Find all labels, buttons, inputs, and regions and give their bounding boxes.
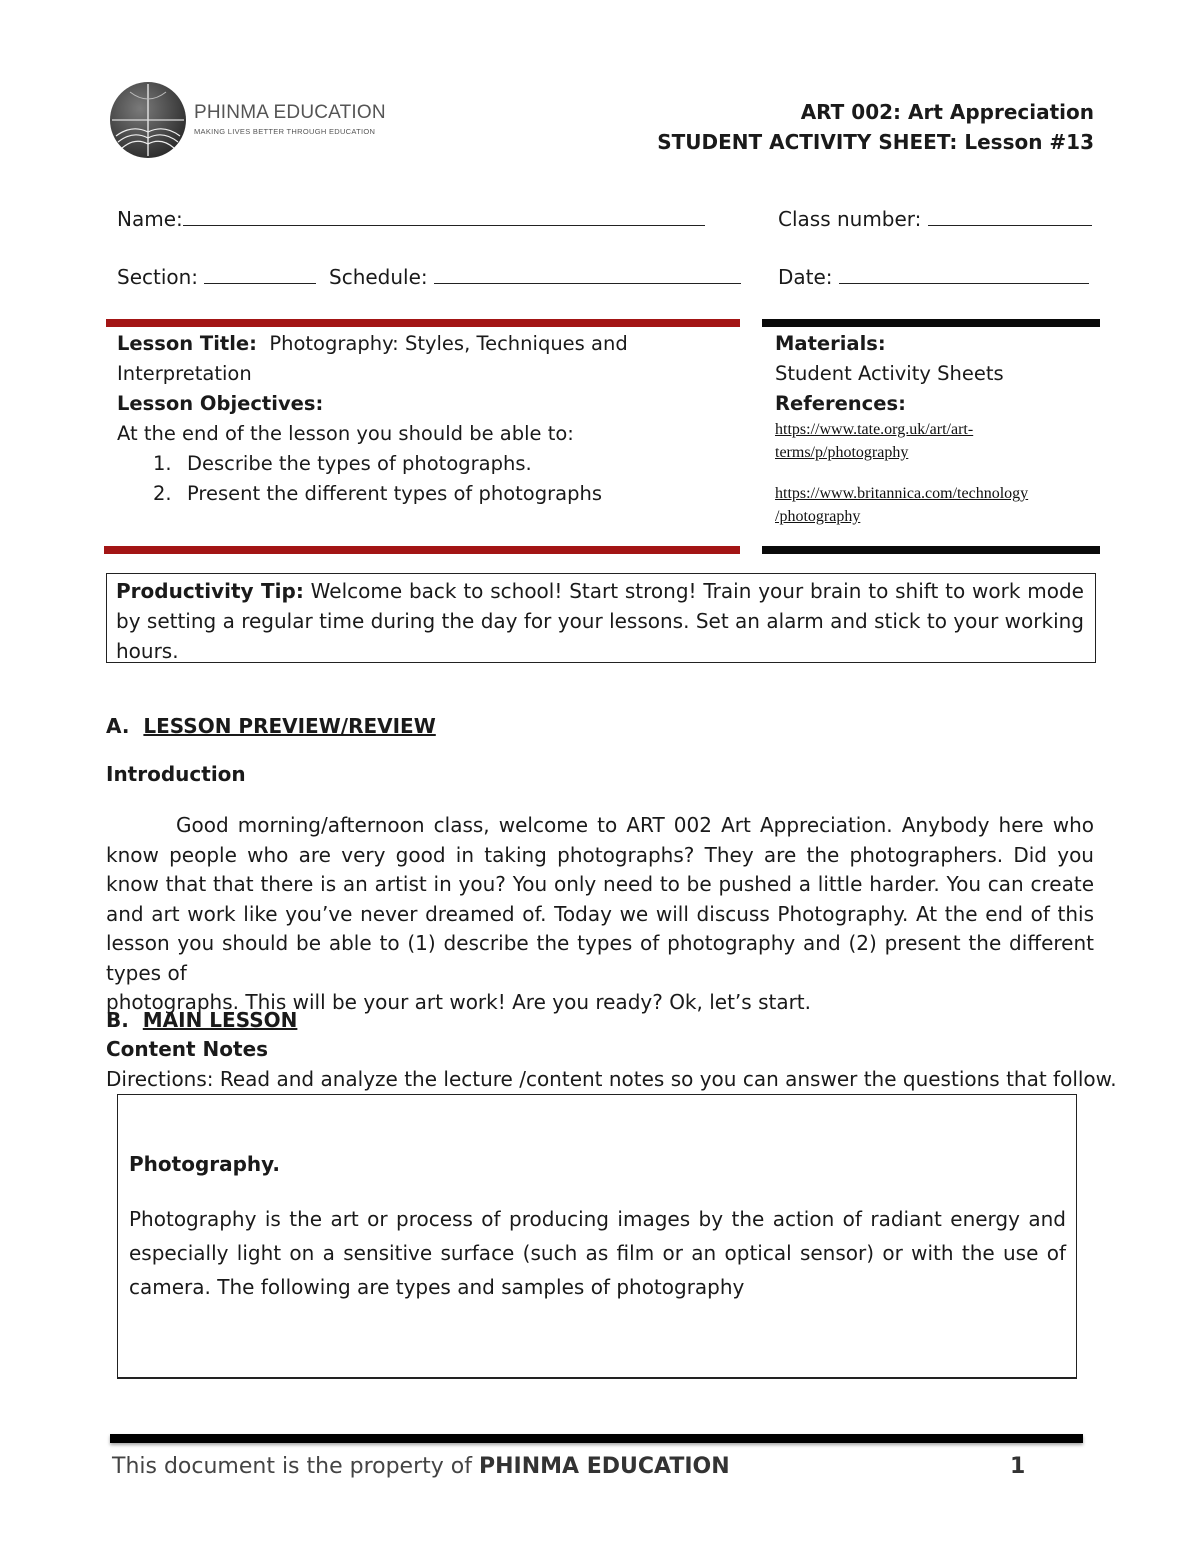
productivity-tip <box>116 576 1084 666</box>
materials-value: Student Activity Sheets <box>775 362 1004 385</box>
globe-book-icon <box>108 80 188 160</box>
materials-top-rule <box>762 319 1100 327</box>
logo-tagline: MAKING LIVES BETTER THROUGH EDUCATION <box>194 127 376 136</box>
section-blank[interactable] <box>204 263 316 284</box>
references-label: References: <box>775 392 906 415</box>
class-number-label: Class number: <box>778 207 922 231</box>
lesson-title: Photography: Styles, Techniques and <box>269 332 628 355</box>
section-b-heading: B. MAIN LESSON <box>106 1008 298 1032</box>
content-body: Photography is the art or process of producing images by the action of radiant energy and especially light on a sensitive surface (such as film or an optical sensor) or with the use of camera. The following are types and samples of photography <box>129 1207 1066 1299</box>
materials-info <box>775 329 1004 419</box>
lesson-top-rule <box>106 319 740 327</box>
introduction-paragraph: Good morning/afternoon class, welcome to ART 002 Art Appreciation. Anybody here who know people who are very good in taking photographs? They are the photographers. Did you know that that there is an artist in you? You only need to be pushed a little harder. You can create and art work like you’ve never dreamed of. Today we will discuss Photography. At the end of this lesson you should be able to (1) describe the types of photography and (2) present the different types of photographs. This will be your art work! Are you ready? Ok, let’s start. <box>106 813 1094 1014</box>
page-number: 1 <box>1010 1454 1026 1479</box>
sheet-title <box>657 130 1094 154</box>
objectives-intro: At the end of the lesson you should be able to: <box>117 422 574 445</box>
name-label: Name: <box>117 207 183 231</box>
class-number-field[interactable] <box>778 205 1092 231</box>
introduction-heading: Introduction <box>106 762 246 786</box>
section-field[interactable] <box>117 263 316 289</box>
logo-name: PHINMA EDUCATION <box>194 102 386 123</box>
footer-rule <box>110 1434 1083 1443</box>
lesson-title-cont: Interpretation <box>117 362 252 385</box>
content-title: Photography. <box>129 1152 280 1176</box>
name-field[interactable] <box>117 205 705 231</box>
section-label: Section: <box>117 265 199 289</box>
course-title: ART 002: Art Appreciation <box>800 100 1094 124</box>
sheet-label: STUDENT ACTIVITY SHEET <box>657 130 950 154</box>
footer-owner: PHINMA EDUCATION <box>478 1454 730 1479</box>
sheet-lesson: : Lesson #13 <box>949 130 1094 154</box>
reference-link-tate[interactable]: https://www.tate.org.uk/art/art- terms/p/photography <box>775 421 974 461</box>
objectives-list <box>117 449 628 509</box>
lesson-bottom-rule <box>104 546 740 554</box>
tip-label: Productivity Tip: <box>116 579 304 603</box>
lesson-info <box>117 329 628 509</box>
objectives-label: Lesson Objectives: <box>117 392 324 415</box>
directions-text: Directions: Read and analyze the lecture /content notes so you can answer the questions that follow. <box>106 1067 1117 1091</box>
objective-item: 2. Present the different types of photographs <box>153 482 602 505</box>
tip-text: Welcome back to school! Start strong! Train your brain to shift to work mode by setting a regular time during the day for your lessons. Set an alarm and stick to your working hours. <box>116 579 1084 663</box>
name-blank[interactable] <box>183 205 705 226</box>
lesson-title-label: Lesson Title: <box>117 332 257 355</box>
phinma-logo <box>108 80 386 164</box>
section-a-heading: A. LESSON PREVIEW/REVIEW <box>106 714 436 738</box>
materials-label: Materials: <box>775 332 886 355</box>
class-number-blank[interactable] <box>928 205 1092 226</box>
schedule-field[interactable] <box>329 263 741 289</box>
date-label: Date: <box>778 265 833 289</box>
reference-link-britannica[interactable]: https://www.britannica.com/technology /photography <box>775 485 1029 525</box>
objective-item: 1. Describe the types of photographs. <box>153 452 532 475</box>
date-field[interactable] <box>778 263 1089 289</box>
date-blank[interactable] <box>839 263 1089 284</box>
content-notes-heading: Content Notes <box>106 1037 269 1061</box>
footer-text: This document is the property of PHINMA EDUCATION <box>112 1454 730 1479</box>
schedule-label: Schedule: <box>329 265 428 289</box>
schedule-blank[interactable] <box>434 263 741 284</box>
materials-bottom-rule <box>762 546 1100 554</box>
